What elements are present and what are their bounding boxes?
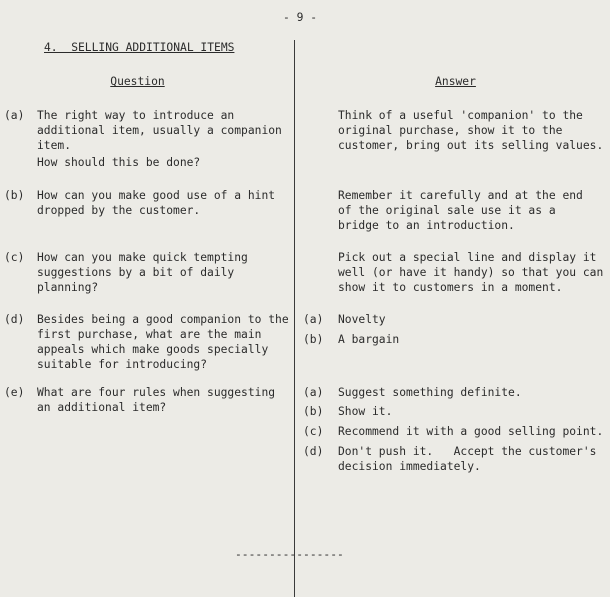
question-line: What are four rules when suggesting: [37, 386, 276, 399]
question-line: How can you make good use of a hint: [37, 189, 276, 202]
answer-line: Think of a useful 'companion' to the: [338, 109, 583, 122]
question-followup: How should this be done?: [37, 156, 201, 169]
question-line: suitable for introducing?: [37, 358, 208, 371]
answer-point-marker: (d): [303, 445, 324, 458]
question-line: planning?: [37, 281, 99, 294]
question-line: Besides being a good companion to the: [37, 313, 289, 326]
item-marker: (d): [4, 313, 25, 326]
answer-line: show it to customers in a moment.: [338, 281, 563, 294]
question-line: How can you make quick tempting: [37, 251, 248, 264]
answer-point: decision immediately.: [338, 460, 481, 473]
answer-line: of the original sale use it as a: [338, 204, 556, 217]
answer-point: Show it.: [338, 405, 393, 418]
answer-point: Don't push it. Accept the customer's: [338, 445, 597, 458]
question-line: first purchase, what are the main: [37, 328, 262, 341]
answer-point: Suggest something definite.: [338, 386, 522, 399]
answer-line: bridge to an introduction.: [338, 219, 515, 232]
question-line: dropped by the customer.: [37, 204, 201, 217]
answer-heading: Answer: [435, 75, 476, 88]
page-number: - 9 -: [282, 11, 317, 24]
question-line: item.: [37, 139, 72, 152]
question-heading: Question: [110, 75, 165, 88]
item-marker: (c): [4, 251, 25, 264]
question-line: additional item, usually a companion: [37, 124, 282, 137]
answer-point: Novelty: [338, 313, 386, 326]
answer-point-marker: (c): [303, 425, 324, 438]
answer-point-marker: (b): [303, 333, 324, 346]
answer-point-marker: (b): [303, 405, 324, 418]
question-line: appeals which make goods specially: [37, 343, 269, 356]
answer-line: customer, bring out its selling values.: [338, 139, 604, 152]
answer-point: Recommend it with a good selling point.: [338, 425, 604, 438]
item-marker: (a): [4, 109, 25, 122]
answer-line: original purchase, show it to the: [338, 124, 563, 137]
answer-point: A bargain: [338, 333, 400, 346]
answer-line: well (or have it handy) so that you can: [338, 266, 604, 279]
column-divider: [294, 40, 295, 597]
section-title: 4. SELLING ADDITIONAL ITEMS: [44, 41, 235, 54]
end-rule: ----------------: [235, 548, 344, 561]
answer-line: Pick out a special line and display it: [338, 251, 597, 264]
question-line: The right way to introduce an: [37, 109, 235, 122]
answer-point-marker: (a): [303, 386, 324, 399]
item-marker: (e): [4, 386, 25, 399]
item-marker: (b): [4, 189, 25, 202]
question-line: an additional item?: [37, 401, 167, 414]
answer-point-marker: (a): [303, 313, 324, 326]
answer-line: Remember it carefully and at the end: [338, 189, 583, 202]
question-line: suggestions by a bit of daily: [37, 266, 235, 279]
